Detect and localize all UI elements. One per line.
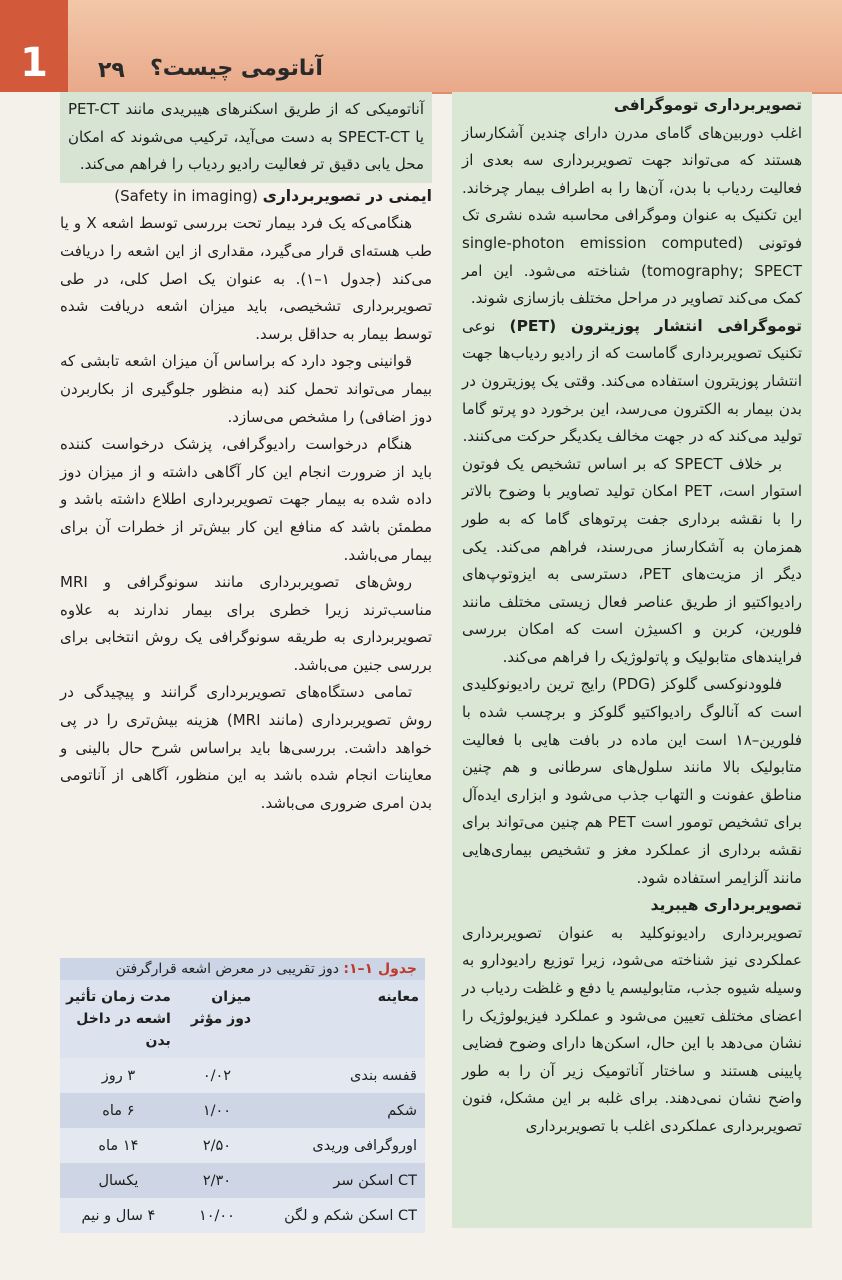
paragraph: هنگام درخواست رادیوگرافی، پزشک درخواست کننده باید از ضرورت انجام این کار آگاهی داشته و از میزان دوز داده شده به بیمار جهت تصویربرداری اطلاع داشته باشد و مطمئن باشد که منافع این کار بیش‌تر از خطرات آن برای بیمار می‌باشد. — [60, 435, 432, 564]
table-cell: اوروگرافی وریدی — [257, 1128, 425, 1163]
paragraph: تصویربرداری رادیونوکلید به عنوان تصویربرداری عملکردی نیز شناخته می‌شود، زیرا توزیع رادیودارو به وسیله شیوه جذب، متابولیسم یا دفع و غلظت ردیاب در اعضای مختلف تعیین می‌شود و عملکرد فیزیولوژیک را نشان می‌دهد با این حال، اسکن‌ها دارای وضوح فضایی پایینی هستند و ساختار آناتومیک زیر آن را به طور واضح نشان نمی‌دهند. برای غلبه بر این مشکل، فنون تصویربرداری عملکردی اغلب با تصویربرداری — [462, 923, 802, 1135]
section-heading-safety-en: (Safety in imaging) — [114, 186, 258, 205]
shaded-paragraph: آناتومیکی که از طریق اسکنرهای هیبریدی مانند PET-CT یا SPECT-CT به دست می‌آید، ترکیب می‌شوند که امکان محل یابی دقیق تر فعالیت رادیو ردیاب را فراهم می‌کند. — [60, 92, 432, 183]
table-cell: ۴ سال و نیم — [60, 1198, 177, 1233]
table-cell: یکسال — [60, 1163, 177, 1198]
table-cell: ۲/۵۰ — [177, 1128, 257, 1163]
table-cell: ۱/۰۰ — [177, 1093, 257, 1128]
table-header-row — [60, 980, 425, 1058]
table-cell: CT اسکن سر — [257, 1163, 425, 1198]
table-header-cell: مدت زمان تأثیر اشعه در داخل بدن — [60, 980, 177, 1058]
paragraph: تمامی دستگاه‌های تصویربرداری گرانند و پیچیدگی در روش تصویربرداری (مانند MRI) هزینه بیش‌تری را در پی خواهد داشت. بررسی‌ها باید براساس شرح حال بالینی و معاینات انجام شده باشد به این منظور، آگاهی از آناتومی بدن امری ضروری می‌باشد. — [60, 683, 432, 812]
table-row — [60, 1093, 425, 1128]
table-row — [60, 1198, 425, 1233]
page-header — [0, 0, 842, 92]
paragraph: اغلب دوربین‌های گامای مدرن دارای چندین آشکارساز هستند که می‌تواند جهت تصویربرداری سه بعدی از فعالیت ردیاب با بدن، آن‌ها را به اطراف بیمار چرخاند. این تکنیک به عنوان ومو‌گرافی محاسبه شده نشری تک فوتونی (single-photon emission computed tomography; SPECT) شناخته می‌شود. این امر کمک می‌کند تصاویر در مراحل مختلف بازسازی شوند. — [462, 123, 802, 308]
table-cell: ۰/۰۲ — [177, 1058, 257, 1093]
table-caption-number: جدول ۱–۱: — [343, 961, 417, 977]
paragraph: نوعی تکنیک تصویربرداری گاماست که از رادیو ردیاب‌ها جهت انتشار پوزیترون استفاده می‌کند. وقتی یک پوزیترون در بدن بیمار به الکترون می‌رسد، این برخورد دو پرتو گاما تولید می‌کند که در جهت مخالف یکدیگر حرکت می‌کنند. — [462, 316, 802, 446]
table-header-cell: میزان دوز مؤثر — [177, 980, 257, 1058]
table-cell: ۳ روز — [60, 1058, 177, 1093]
dose-table — [60, 958, 425, 1233]
left-column — [60, 92, 432, 817]
table-cell: شکم — [257, 1093, 425, 1128]
table-cell: ۱۴ ماه — [60, 1128, 177, 1163]
table-cell: CT اسکن شکم و لگن — [257, 1198, 425, 1233]
table-row — [60, 1128, 425, 1163]
table-cell: ۶ ماه — [60, 1093, 177, 1128]
table-caption-text: دوز تقریبی در معرض اشعه قرارگرفتن — [115, 961, 339, 977]
paragraph: بر خلاف SPECT که بر اساس تشخیص یک فوتون استوار است، PET امکان تولید تصاویر با وضوح بالاتر را با نقشه برداری جفت پرتوهای گاما که به طور همزمان به آشکارساز می‌رسند، فراهم می‌کند. یکی دیگر از مزیت‌های PET، دسترسی به ایزوتوپ‌های رادیواکتیو از طریق عناصر فعال زیستی مختلف مانند فلورین، کربن و اکسیژن است که امکان بررسی فرایندهای متابولیک و پاتولوژیک را فراهم می‌کند. — [462, 454, 802, 666]
section-heading-safety: ایمنی در تصویربرداری — [262, 186, 432, 205]
section-heading-hybrid: تصویربرداری هیبرید — [650, 896, 802, 915]
right-column — [452, 92, 812, 1228]
table-row — [60, 1163, 425, 1198]
chapter-title: آناتومی چیست؟ — [150, 56, 323, 81]
table-caption — [60, 958, 425, 980]
section-heading-tomography: تصویربرداری توموگرافی — [613, 96, 802, 114]
paragraph: هنگامی‌که یک فرد بیمار تحت بررسی توسط اشعه X و یا طب هسته‌ای قرار می‌گیرد، مقداری از این اشعه را دریافت می‌کند (جدول ۱–۱). به عنوان یک اصل کلی، در طی تصویربرداری تشخیصی، باید میزان اشعه دریافت شده توسط بیمار به حداقل برسد. — [60, 214, 432, 343]
paragraph: قوانینی وجود دارد که براساس آن میزان اشعه تابشی که بیمار می‌تواند تحمل کند (به منظور جلوگیری از بکاربردن دوز اضافی) را مشخص می‌سازد. — [60, 352, 432, 426]
table-row — [60, 1058, 425, 1093]
page-number: ۲۹ — [98, 58, 125, 83]
table-cell: ۲/۳۰ — [177, 1163, 257, 1198]
paragraph: فلوودنوکسی گلوکز (PDG) رایج ترین رادیونوکلیدی است که آنالوگ رادیواکتیو گلوکز و برچسب شده با فلورین–۱۸ است این ماده در بافت هایی با فعالیت متابولیک بالا مانند سلول‌های سرطانی و هم چنین مناطق عفونت و التهاب جذب می‌شود و ابزاری ایده‌آل برای تشخیص تومور است PET هم چنین می‌تواند برای نقشه برداری از عملکرد مغز و تشخیص بیماری‌هایی مانند آلزایمر استفاده شود. — [462, 675, 802, 887]
table-header-cell: معاینه — [257, 980, 425, 1058]
table-cell: قفسه بندی — [257, 1058, 425, 1093]
chapter-number: 1 — [0, 0, 68, 92]
table-cell: ۱۰/۰۰ — [177, 1198, 257, 1233]
paragraph: روش‌های تصویربرداری مانند سونوگرافی و MRI مناسب‌ترند زیرا خطری برای بیمار ندارند به علاوه تصویربرداری به طریقه سونوگرافی یک روش انتخابی برای بررسی جنین می‌باشد. — [60, 573, 432, 674]
section-heading-pet: توموگرافی انتشار پوزیترون (PET) — [509, 316, 802, 335]
